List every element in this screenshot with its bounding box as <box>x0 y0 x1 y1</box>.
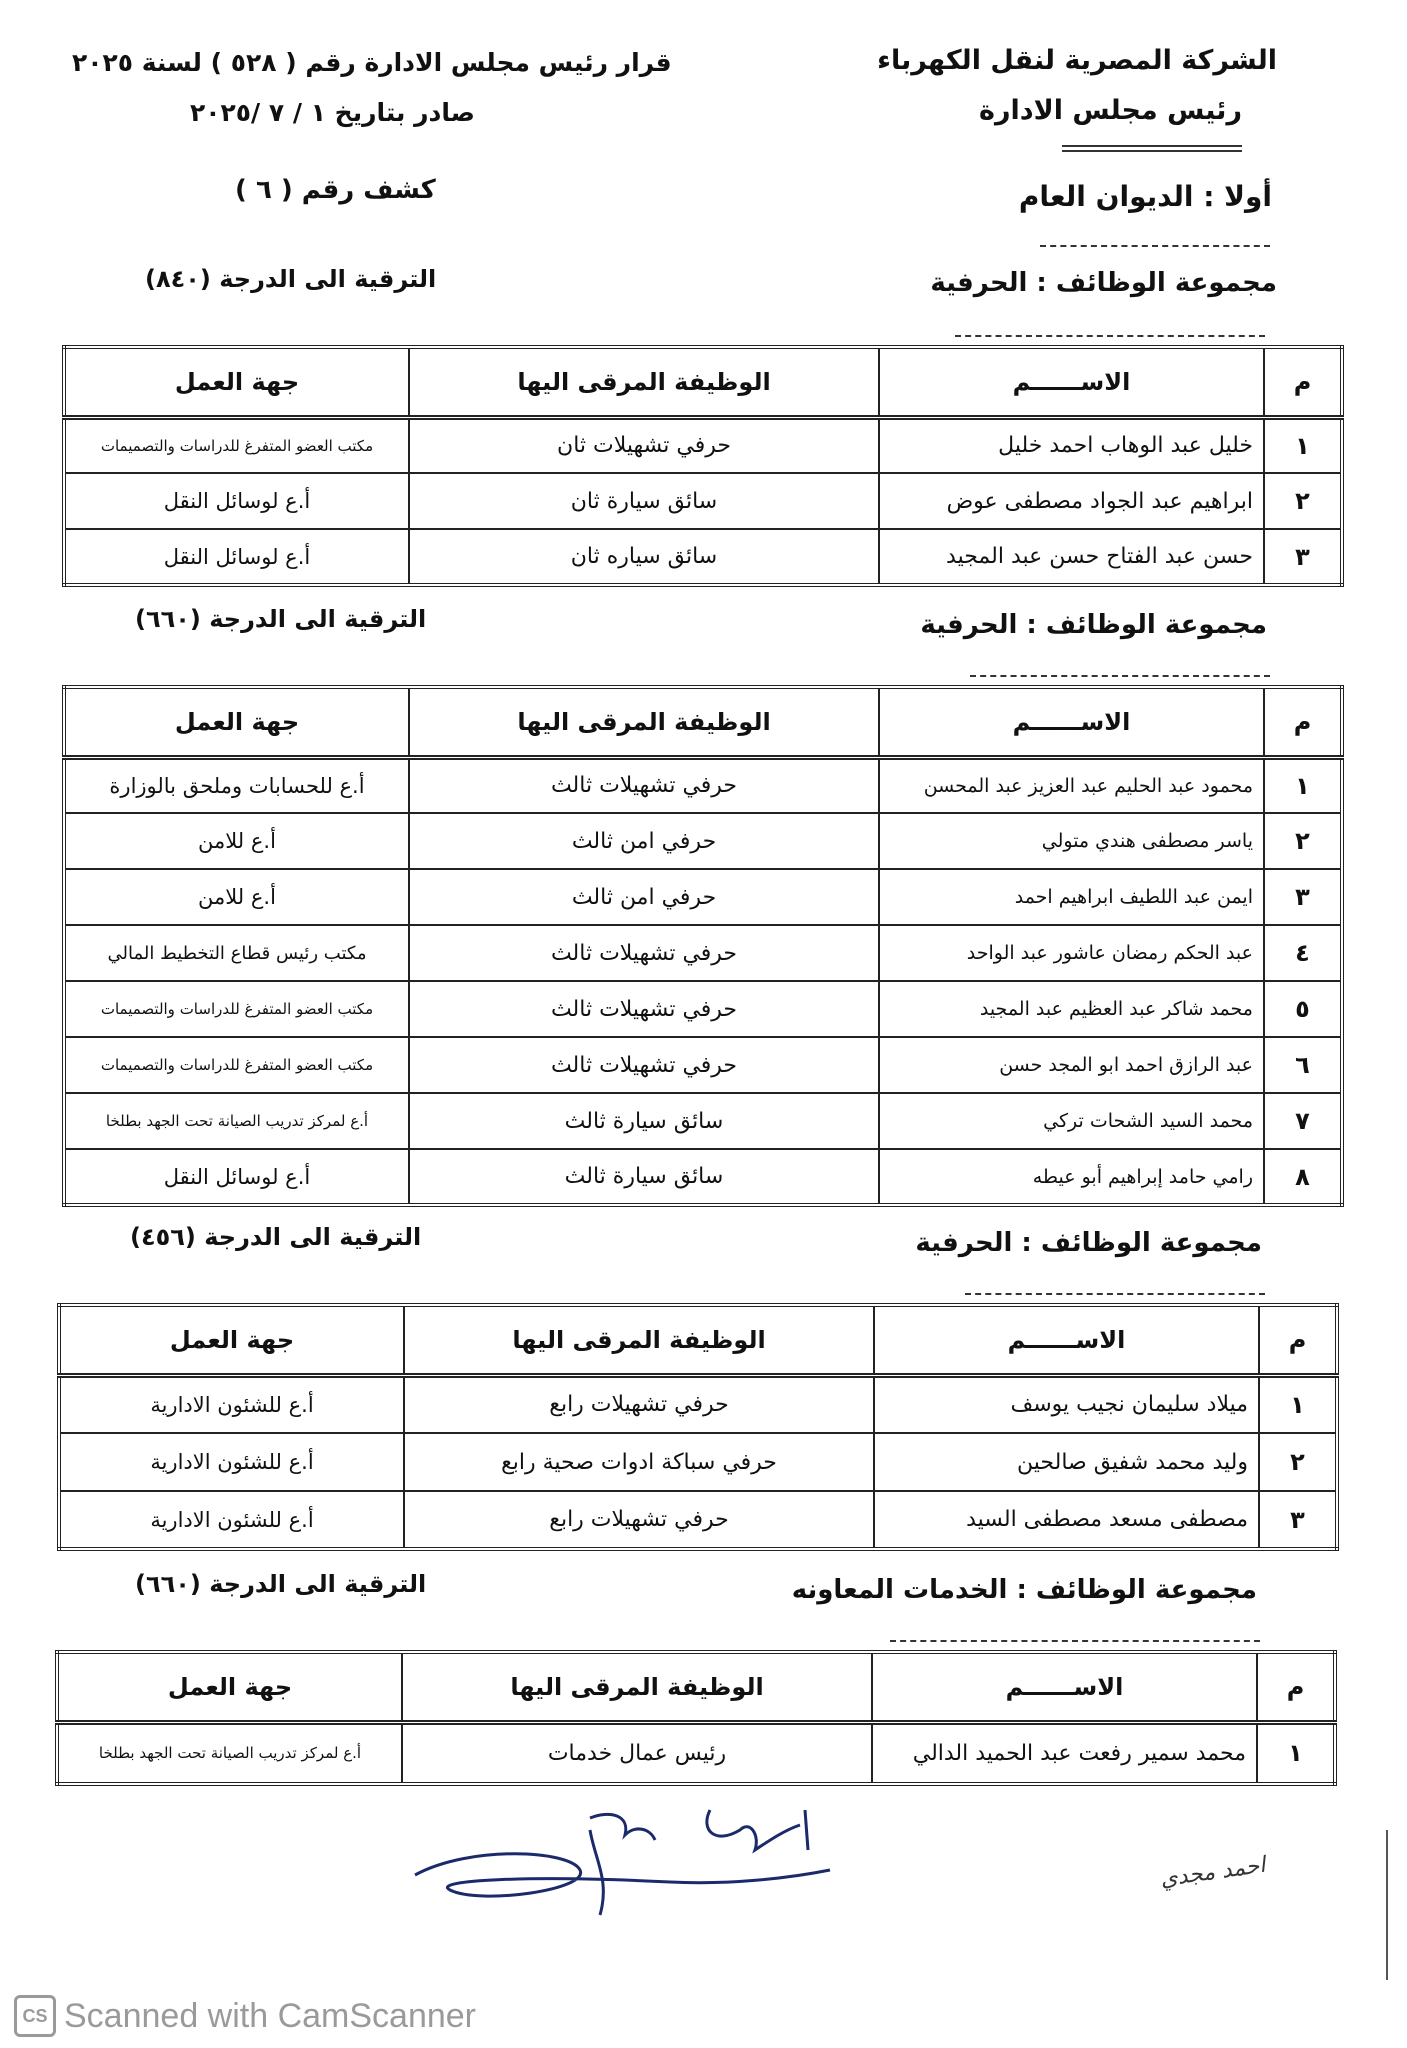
row-dept: أ.ع لوسائل النقل <box>64 1149 409 1205</box>
table-row <box>64 1149 1342 1205</box>
row-num: ١ <box>1259 1375 1337 1433</box>
section-2-grade: الترقية الى الدرجة (٦٦٠) <box>135 605 427 633</box>
col-name-header: الاســــــم <box>879 687 1264 757</box>
col-dept-header: جهة العمل <box>59 1305 404 1375</box>
col-job-header: الوظيفة المرقى اليها <box>404 1305 874 1375</box>
scan-edge-line <box>1386 1830 1388 1980</box>
section-4-underline <box>890 1640 1260 1642</box>
table-row <box>64 813 1342 869</box>
row-num: ٨ <box>1264 1149 1342 1205</box>
row-name: محمود عبد الحليم عبد العزيز عبد المحسن <box>879 757 1264 813</box>
section-3-group: مجموعة الوظائف : الحرفية <box>915 1228 1262 1258</box>
watermark-text: Scanned with CamScanner <box>64 1996 477 2035</box>
section-1-underline <box>955 335 1265 337</box>
row-dept: مكتب العضو المتفرغ للدراسات والتصميمات <box>64 1037 409 1093</box>
row-job: حرفي تشهيلات رابع <box>404 1491 874 1549</box>
table-row <box>64 925 1342 981</box>
row-job: حرفي امن ثالث <box>409 869 879 925</box>
camscanner-logo-icon: CS <box>14 1995 56 2037</box>
row-dept: أ.ع لوسائل النقل <box>64 473 409 529</box>
row-num: ٤ <box>1264 925 1342 981</box>
row-job: حرفي تشهيلات ثالث <box>409 925 879 981</box>
table-row <box>64 1093 1342 1149</box>
header-underline <box>1062 145 1242 152</box>
col-num-header: م <box>1264 687 1342 757</box>
row-name: حسن عبد الفتاح حسن عبد المجيد <box>879 529 1264 585</box>
section-3-underline <box>965 1293 1265 1295</box>
section-1-group: مجموعة الوظائف : الحرفية <box>930 268 1277 298</box>
section-2-table <box>62 685 1344 1207</box>
table-row <box>64 473 1342 529</box>
row-num: ٣ <box>1264 529 1342 585</box>
table-row <box>59 1491 1337 1549</box>
col-num-header: م <box>1264 347 1342 417</box>
col-name-header: الاســــــم <box>874 1305 1259 1375</box>
sheet-number: كشف رقم ( ٦ ) <box>235 175 436 205</box>
table-row <box>59 1375 1337 1433</box>
col-dept-header: جهة العمل <box>64 687 409 757</box>
row-job: حرفي تشهيلات ثان <box>409 417 879 473</box>
col-job-header: الوظيفة المرقى اليها <box>409 687 879 757</box>
section-2-underline <box>970 675 1270 677</box>
row-num: ٢ <box>1264 813 1342 869</box>
col-name-header: الاســــــم <box>872 1652 1257 1722</box>
row-job: حرفي تشهيلات رابع <box>404 1375 874 1433</box>
row-name: ياسر مصطفى هندي متولي <box>879 813 1264 869</box>
row-name: محمد السيد الشحات تركي <box>879 1093 1264 1149</box>
table-row <box>64 417 1342 473</box>
row-name: ميلاد سليمان نجيب يوسف <box>874 1375 1259 1433</box>
row-name: ابراهيم عبد الجواد مصطفى عوض <box>879 473 1264 529</box>
table-row <box>64 757 1342 813</box>
col-name-header: الاســــــم <box>879 347 1264 417</box>
section-4-group: مجموعة الوظائف : الخدمات المعاونه <box>791 1575 1257 1605</box>
row-dept: مكتب العضو المتفرغ للدراسات والتصميمات <box>64 981 409 1037</box>
section-1-table <box>62 345 1344 587</box>
col-num-header: م <box>1259 1305 1337 1375</box>
row-dept: أ.ع لوسائل النقل <box>64 529 409 585</box>
row-job: سائق سيارة ثان <box>409 473 879 529</box>
row-name: خليل عبد الوهاب احمد خليل <box>879 417 1264 473</box>
row-name: رامي حامد إبراهيم أبو عيطه <box>879 1149 1264 1205</box>
section-3-table <box>57 1303 1339 1551</box>
col-dept-header: جهة العمل <box>57 1652 402 1722</box>
row-num: ٢ <box>1264 473 1342 529</box>
section-2-group: مجموعة الوظائف : الحرفية <box>920 610 1267 640</box>
row-dept: أ.ع للشئون الادارية <box>59 1491 404 1549</box>
row-num: ٧ <box>1264 1093 1342 1149</box>
table-row <box>64 1037 1342 1093</box>
camscanner-watermark <box>14 1995 476 2037</box>
row-job: سائق سياره ثان <box>409 529 879 585</box>
row-dept: أ.ع للشئون الادارية <box>59 1433 404 1491</box>
row-job: حرفي تشهيلات ثالث <box>409 1037 879 1093</box>
row-num: ٣ <box>1259 1491 1337 1549</box>
company-name: الشركة المصرية لنقل الكهرباء <box>877 45 1277 76</box>
row-dept: أ.ع للامن <box>64 869 409 925</box>
row-dept: أ.ع للشئون الادارية <box>59 1375 404 1433</box>
row-name: محمد سمير رفعت عبد الحميد الدالي <box>872 1722 1257 1784</box>
col-job-header: الوظيفة المرقى اليها <box>409 347 879 417</box>
row-num: ٥ <box>1264 981 1342 1037</box>
row-job: حرفي سباكة ادوات صحية رابع <box>404 1433 874 1491</box>
row-job: سائق سيارة ثالث <box>409 1149 879 1205</box>
row-job: حرفي تشهيلات ثالث <box>409 757 879 813</box>
row-num: ١ <box>1264 757 1342 813</box>
row-name: وليد محمد شفيق صالحين <box>874 1433 1259 1491</box>
section-1-grade: الترقية الى الدرجة (٨٤٠) <box>145 265 437 293</box>
row-dept: أ.ع للحسابات وملحق بالوزارة <box>64 757 409 813</box>
table-row <box>64 529 1342 585</box>
col-job-header: الوظيفة المرقى اليها <box>402 1652 872 1722</box>
division-title: أولا : الديوان العام <box>1018 180 1272 213</box>
row-name: مصطفى مسعد مصطفى السيد <box>874 1491 1259 1549</box>
table-row <box>59 1433 1337 1491</box>
row-name: عبد الرازق احمد ابو المجد حسن <box>879 1037 1264 1093</box>
row-num: ١ <box>1257 1722 1335 1784</box>
row-name: ايمن عبد اللطيف ابراهيم احمد <box>879 869 1264 925</box>
section-3-grade: الترقية الى الدرجة (٤٥٦) <box>130 1223 422 1251</box>
row-job: رئيس عمال خدمات <box>402 1722 872 1784</box>
row-name: عبد الحكم رمضان عاشور عبد الواحد <box>879 925 1264 981</box>
issue-date: صادر بتاريخ ١ / ٧ /٢٠٢٥ <box>190 98 475 127</box>
row-job: حرفي تشهيلات ثالث <box>409 981 879 1037</box>
row-name: محمد شاكر عبد العظيم عبد المجيد <box>879 981 1264 1037</box>
row-num: ٦ <box>1264 1037 1342 1093</box>
row-dept: أ.ع لمركز تدريب الصيانة تحت الجهد بطلخا <box>64 1093 409 1149</box>
section-4-grade: الترقية الى الدرجة (٦٦٠) <box>135 1570 427 1598</box>
row-job: حرفي امن ثالث <box>409 813 879 869</box>
row-num: ٢ <box>1259 1433 1337 1491</box>
row-job: سائق سيارة ثالث <box>409 1093 879 1149</box>
division-underline <box>1040 245 1270 247</box>
chairman-signature <box>410 1790 840 1930</box>
chairman-title: رئيس مجلس الادارة <box>979 95 1242 126</box>
row-dept: مكتب رئيس قطاع التخطيط المالي <box>64 925 409 981</box>
section-4-table <box>55 1650 1337 1786</box>
table-row <box>64 869 1342 925</box>
row-num: ٣ <box>1264 869 1342 925</box>
row-dept: مكتب العضو المتفرغ للدراسات والتصميمات <box>64 417 409 473</box>
handwritten-name: احمد مجدي <box>1158 1852 1267 1893</box>
col-num-header: م <box>1257 1652 1335 1722</box>
row-dept: أ.ع للامن <box>64 813 409 869</box>
row-num: ١ <box>1264 417 1342 473</box>
decision-number: قرار رئيس مجلس الادارة رقم ( ٥٢٨ ) لسنة ٢٠٢٥ <box>72 48 672 77</box>
table-row <box>57 1722 1335 1784</box>
col-dept-header: جهة العمل <box>64 347 409 417</box>
row-dept: أ.ع لمركز تدريب الصيانة تحت الجهد بطلخا <box>57 1722 402 1784</box>
table-row <box>64 981 1342 1037</box>
